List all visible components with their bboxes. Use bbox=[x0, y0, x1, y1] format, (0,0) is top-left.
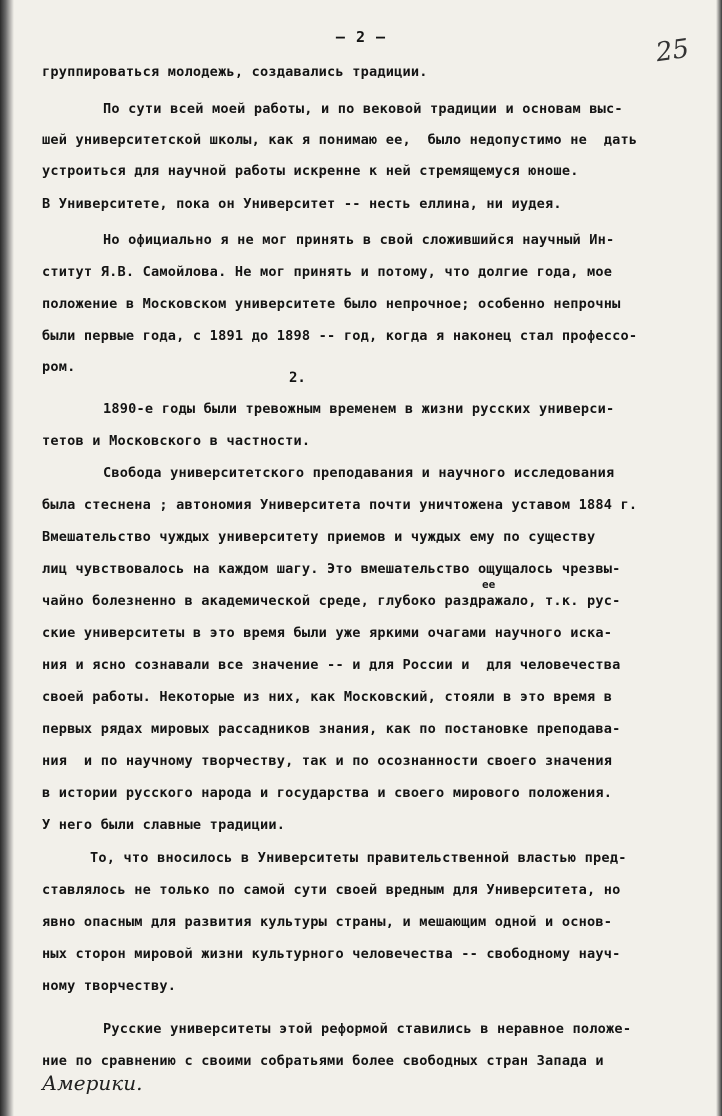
page-number-header: — 2 — bbox=[335, 28, 387, 46]
text-line: своей работы. Некоторые из них, как Московский, стояли в это время в bbox=[42, 689, 613, 705]
archive-page-number: 25 bbox=[654, 33, 692, 69]
text-line: тетов и Московского в частности. bbox=[42, 433, 311, 449]
text-line: У него были славные традиции. bbox=[42, 817, 286, 833]
text-line: По сути всей моей работы, и по вековой традиции и основам выс- bbox=[103, 101, 623, 117]
text-line: была стеснена ; автономия Университета почти уничтожена уставом 1884 г. bbox=[42, 497, 638, 513]
text-line: первых рядах мировых рассадников знания, как по постановке преподава- bbox=[42, 721, 621, 737]
text-line: группироваться молодежь, создавались традиции. bbox=[42, 64, 428, 80]
text-line: Свобода университетского преподавания и научного исследования bbox=[103, 465, 615, 481]
text-line: Русские университеты этой реформой ставились в неравное положе- bbox=[103, 1021, 632, 1037]
text-line: лиц чувствовалось на каждом шагу. Это вмешательство ощущалось чрезвы- bbox=[42, 561, 621, 577]
text-line: положение в Московском университете было непрочное; особенно непрочны bbox=[42, 296, 621, 312]
text-line: ставлялось не только по самой сути своей вредным для Университета, но bbox=[42, 882, 621, 898]
text-line: в истории русского народа и государства и своего мирового положения. bbox=[42, 785, 613, 801]
text-line: В Университете, пока он Университет -- несть еллина, ни иудея. bbox=[42, 196, 562, 212]
text-line: Но официально я не мог принять в свой сложившийся научный Ин- bbox=[103, 232, 615, 248]
text-line: были первые года, с 1891 до 1898 -- год, когда я наконец стал профессо- bbox=[42, 328, 638, 344]
text-line: устроиться для научной работы искренне к ней стремящемуся юноше. bbox=[42, 163, 579, 179]
superscript-insert: ее bbox=[482, 578, 496, 591]
text-line: чайно болезненно в академической среде, глубоко раздражало, т.к. рус- bbox=[42, 593, 621, 609]
text-line: То, что вносилось в Университеты правительственной властью пред- bbox=[90, 850, 627, 866]
text-line: ния и ясно сознавали все значение -- и для России и для человечества bbox=[42, 657, 621, 673]
text-line: ных сторон мировой жизни культурного человечества -- свободному науч- bbox=[42, 946, 621, 962]
text-line: явно опасным для развития культуры страны, и мешающим одной и основ- bbox=[42, 914, 613, 930]
text-line: шей университетской школы, как я понимаю ее, было недопустимо не дать bbox=[42, 132, 638, 148]
text-line: ному творчеству. bbox=[42, 978, 177, 994]
handwritten-ending: Америки. bbox=[42, 1071, 143, 1095]
text-line: ние по сравнению с своими собратьями более свободных стран Запада и bbox=[42, 1053, 604, 1069]
text-line: ния и по научному творчеству, так и по осознанности своего значения bbox=[42, 753, 613, 769]
section-number: 2. bbox=[289, 370, 306, 386]
text-line: ститут Я.В. Самойлова. Не мог принять и потому, что долгие года, мое bbox=[42, 264, 613, 280]
text-line: 1890-е годы были тревожным временем в жизни русских универси- bbox=[103, 401, 615, 417]
text-line: ром. bbox=[42, 359, 76, 375]
text-line: Вмешательство чуждых университету приемов и чуждых ему по существу bbox=[42, 529, 596, 545]
text-line: ские университеты в это время были уже яркими очагами научного иска- bbox=[42, 625, 613, 641]
